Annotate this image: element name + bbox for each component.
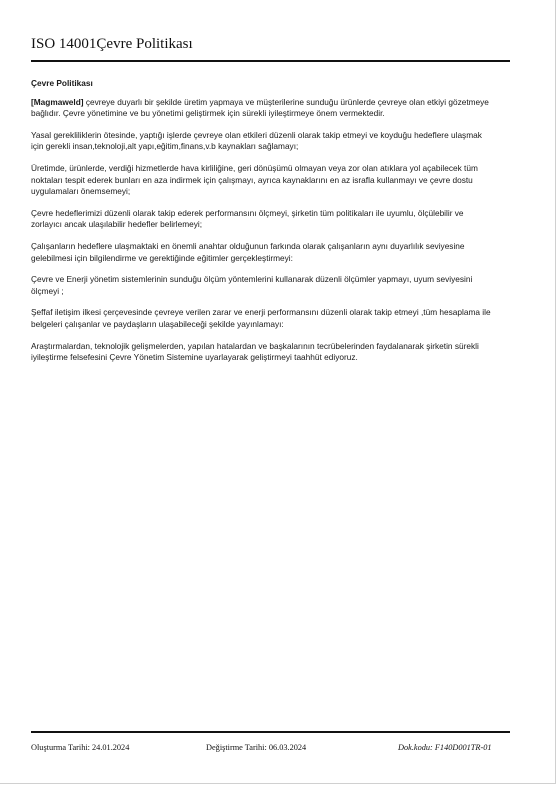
intro-text: çevreye duyarlı bir şekilde üretim yapmaya ve müşterilerine sunduğu ürünlerde çevreye olan etkiyi gözetmeye bağlıdır. Çevre yönetimine ve bu yönetimi geliştirmek için sürekli iyileştirmeye önem vermektedir. [31,96,489,119]
policy-paragraph: Çevre hedeflerimizi düzenli olarak takip ederek performansını ölçmeyi, şirketin tüm politikaları ile uyumlu, ölçülebilir ve zorlayıcı ancak ulaşılabilir hedefler belirlemeyi; [31,207,464,230]
policy-paragraph: Üretimde, ürünlerde, verdiği hizmetlerde hava kirliliğine, geri dönüşümü olmayan veya zor olan atıklara yol açabilecek tüm noktaları tespit ederek bunları en aza indirmek için çalışmayı, ayrıca kaynaklarını en az israfla kullanmayı ve çevre dostu uygulamaları önemsemeyi; [31,162,478,197]
document-code: Dok.kodu: F140D001TR-01 [398,743,492,752]
policy-paragraph: Çalışanların hedeflere ulaşmaktaki en önemli anahtar olduğunun farkında olarak çalışanların aynı duyarlılık seviyesine gelebilmesi için bilgilendirme ve gerektiğinde eğitimler gerçekleştirmeyi: [31,240,465,263]
section-heading: Çevre Politikası [31,78,93,88]
policy-paragraph: Araştırmalardan, teknolojik gelişmelerden, yapılan hatalardan ve başkalarının tecrübelerinden faydalanarak şirketin sürekli iyileştirme felsefesini Çevre Yönetim Sistemine uyarlayarak geliştirmeyi taahhüt ediyoruz. [31,340,479,363]
company-name: [Magmaweld] [31,96,84,107]
header-divider [31,60,510,62]
policy-paragraph: Şeffaf iletişim ilkesi çerçevesinde çevreye verilen zarar ve enerji performansını düzenli olarak takip etmeyi ,tüm hesaplama ile belgeleri çalışanlar ve paydaşların ulaşabileceği şekilde yayınlamayı: [31,307,491,329]
document-body [31,78,493,374]
document-title: ISO 14001Çevre Politikası [31,36,193,52]
policy-paragraph: Çevre ve Enerji yönetim sistemlerinin sunduğu ölçüm yöntemlerini kullanarak düzenli ölçümler yapmayı, uyum seviyesini ölçmeyi ; [31,274,473,296]
footer-divider [31,731,510,733]
policy-paragraph: Yasal gerekliliklerin ötesinde, yaptığı işlerde çevreye olan etkileri düzenli olarak takip etmeyi ve koyduğu hedeflere ulaşmak için gerekli insan,teknoloji,alt yapı,eğitim,finans,v.b kaynakları sağlamayı; [31,129,482,152]
intro-paragraph [31,97,493,120]
created-date: Oluşturma Tarihi: 24.01.2024 [31,743,130,752]
modified-date: Değiştirme Tarihi: 06.03.2024 [206,743,307,752]
